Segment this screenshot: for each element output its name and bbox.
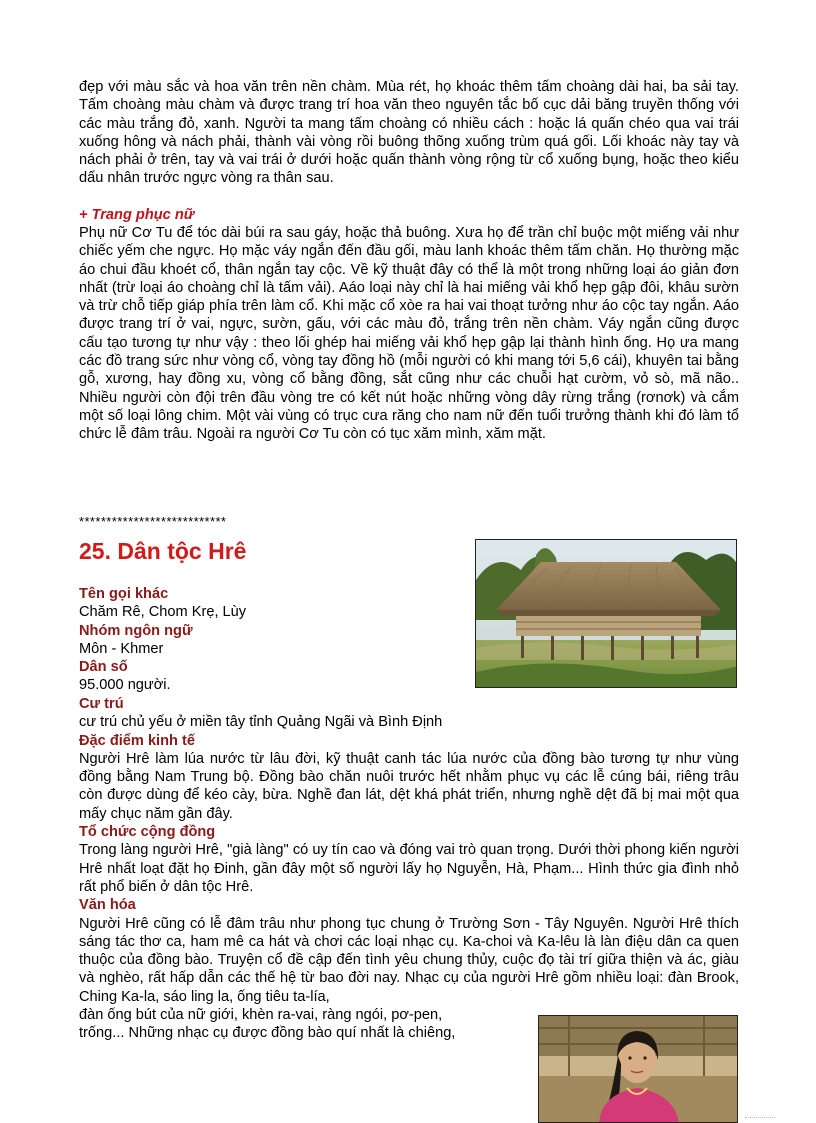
page-edge-dots	[745, 1117, 775, 1120]
hre-woman-image	[539, 1016, 738, 1123]
culture-paragraph: Người Hrê cũng có lễ đâm trâu như phong tục chung ở Trường Sơn - Tây Nguyên. Người Hrê thích sáng tác thơ ca, ham mê ca hát và chơi các loại nhạc cụ. Ka-choi và Ka-lêu là làn điệu dân ca quen thuộc của đồng bào. Truyện cổ đề cập đến tình yêu chung thủy, cuộc đọ tài trí giữa thiện và ác, giàu và nghèo, rất hấp dẫn các thế hệ từ bao đời nay. Nhạc cụ của người Hrê gồm nhiều loại: đàn Brook, Ching Ka-la, sáo ling la, ống tiêu ta-lía,	[79, 915, 739, 1005]
other-names-block	[79, 585, 469, 695]
economy-label: Đặc điểm kinh tế	[79, 732, 195, 749]
culture-line-b: trống... Những nhạc cụ được đồng bào quí nhất là chiêng,	[79, 1025, 456, 1042]
culture-line-a: đàn ống bút của nữ giới, khèn ra-vai, ràng ngói, pơ-pen,	[79, 1007, 443, 1024]
community-paragraph: Trong làng người Hrê, "già làng" có uy tín cao và đóng vai trò quan trọng. Dưới thời phong kiến người Hrê nhất loạt đặt họ Đinh, gần đây một số người lấy họ Nguyễn, Hà, Phạm... Hình thức gia đình nhỏ rất phổ biến ở dân tộc Hrê.	[79, 842, 739, 895]
intro-paragraph: đẹp với màu sắc và hoa văn trên nền chàm. Mùa rét, họ khoác thêm tấm choàng dài hai, ba sải tay. Tấm choàng màu chàm và được trang trí hoa văn theo nguyên tắc bố cục dải băng truyền thống với các màu trắng đỏ, xanh. Người ta mang tấm choàng có nhiều cách : hoặc lá quấn chéo qua vai trái xuống hông và nách phải, thành vài vòng rồi buông thõng xuống trùm quá gối. Lối khoác này tay và nách phải ở trên, tay và vai trái ở dưới hoặc quấn thành vòng rộng từ cổ xuống bụng, hoặc theo kiểu dấu nhân trước ngực vòng ra thân sau.	[79, 79, 739, 187]
other-names-label: Tên gọi khác	[79, 586, 169, 602]
stilt-house-image	[476, 540, 737, 688]
culture-label: Văn hóa	[79, 897, 136, 914]
population-value: 95.000 người.	[79, 677, 171, 694]
community-label: Tổ chức cộng đồng	[79, 824, 216, 841]
section-title: 25. Dân tộc Hrê	[79, 538, 247, 564]
residence-value: cư trú chủ yếu ở miền tây tỉnh Quảng Ngãi và Bình Định	[79, 714, 443, 731]
stilt-house-photo	[475, 539, 737, 688]
language-group-value: Môn - Khmer	[79, 640, 164, 657]
residence-label: Cư trú	[79, 696, 124, 712]
residence-block	[79, 695, 739, 1043]
section-separator: ***************************	[79, 514, 227, 529]
hre-woman-photo	[538, 1015, 738, 1123]
women-costume-paragraph: Phụ nữ Cơ Tu để tóc dài búi ra sau gáy, hoặc thả buông. Xưa họ để trần chỉ buộc một miếng vải như chiếc yếm che ngực. Họ mặc váy ngắn đến đầu gối, màu lanh khoác thêm tấm chăn. Họ thường mặc áo chui đầu khoét cổ, thân ngắn tay cộc. Về kỹ thuật đây có thể là một trong những loại áo giản đơn nhất (trừ loại áo choàng chỉ là tấm vải). Aáo loại này chỉ là hai miếng vải khổ hẹp gập đôi, khâu sườn và trừ chỗ tiếp giáp phía trên làm cổ. Khi mặc cổ xòe ra hai vai thoạt tưởng như áo cộc tay ngắn. Aáo được trang trí ở vai, ngực, sườn, gấu, với các màu đỏ, trắng trên nền chàm. Váy ngắn cũng được cấu tạo tương tự như vậy : theo lối ghép hai miếng vải khổ hẹp gập lại thành hình ống. Họ ưa mang các đồ trang sức như vòng cổ, vòng tay đồng hồ (mỗi người có khi mang tới 5,6 cái), khuyên tai bằng gỗ, xương, hay đồng xu, vòng cổ bằng đồng, sắt cũng như các chuỗi hạt cườm, vỏ sò, mã não.. Nhiều người còn đội trên đầu vòng tre có kết nút hoặc những vòng dây rừng trắng (rơnơk) và cắm một số loại lông chim. Một vài vùng có trục cưa răng cho nam nữ đến tuổi trưởng thành khi đó làm tổ chức lễ đâm trâu. Ngoài ra người Cơ Tu còn có tục xăm mình, xăm mặt.	[79, 225, 739, 443]
language-group-label: Nhóm ngôn ngữ	[79, 622, 193, 639]
women-costume-heading: + Trang phục nữ	[79, 207, 195, 223]
population-label: Dân số	[79, 659, 128, 676]
economy-paragraph: Người Hrê làm lúa nước từ lâu đời, kỹ thuật canh tác lúa nước của đồng bào tương tự như vùng đồng bằng Nam Trung bộ. Đồng bào chăn nuôi trước hết nhằm phục vụ các lễ cúng bái, riêng trâu còn được dùng để kéo cày, bừa. Nghề đan lát, dệt khá phát triển, nhưng nghề dệt đã bị mai một qua mấy chục năm gần đây.	[79, 750, 739, 822]
other-names-value: Chăm Rê, Chom Krẹ, Lùy	[79, 604, 247, 621]
